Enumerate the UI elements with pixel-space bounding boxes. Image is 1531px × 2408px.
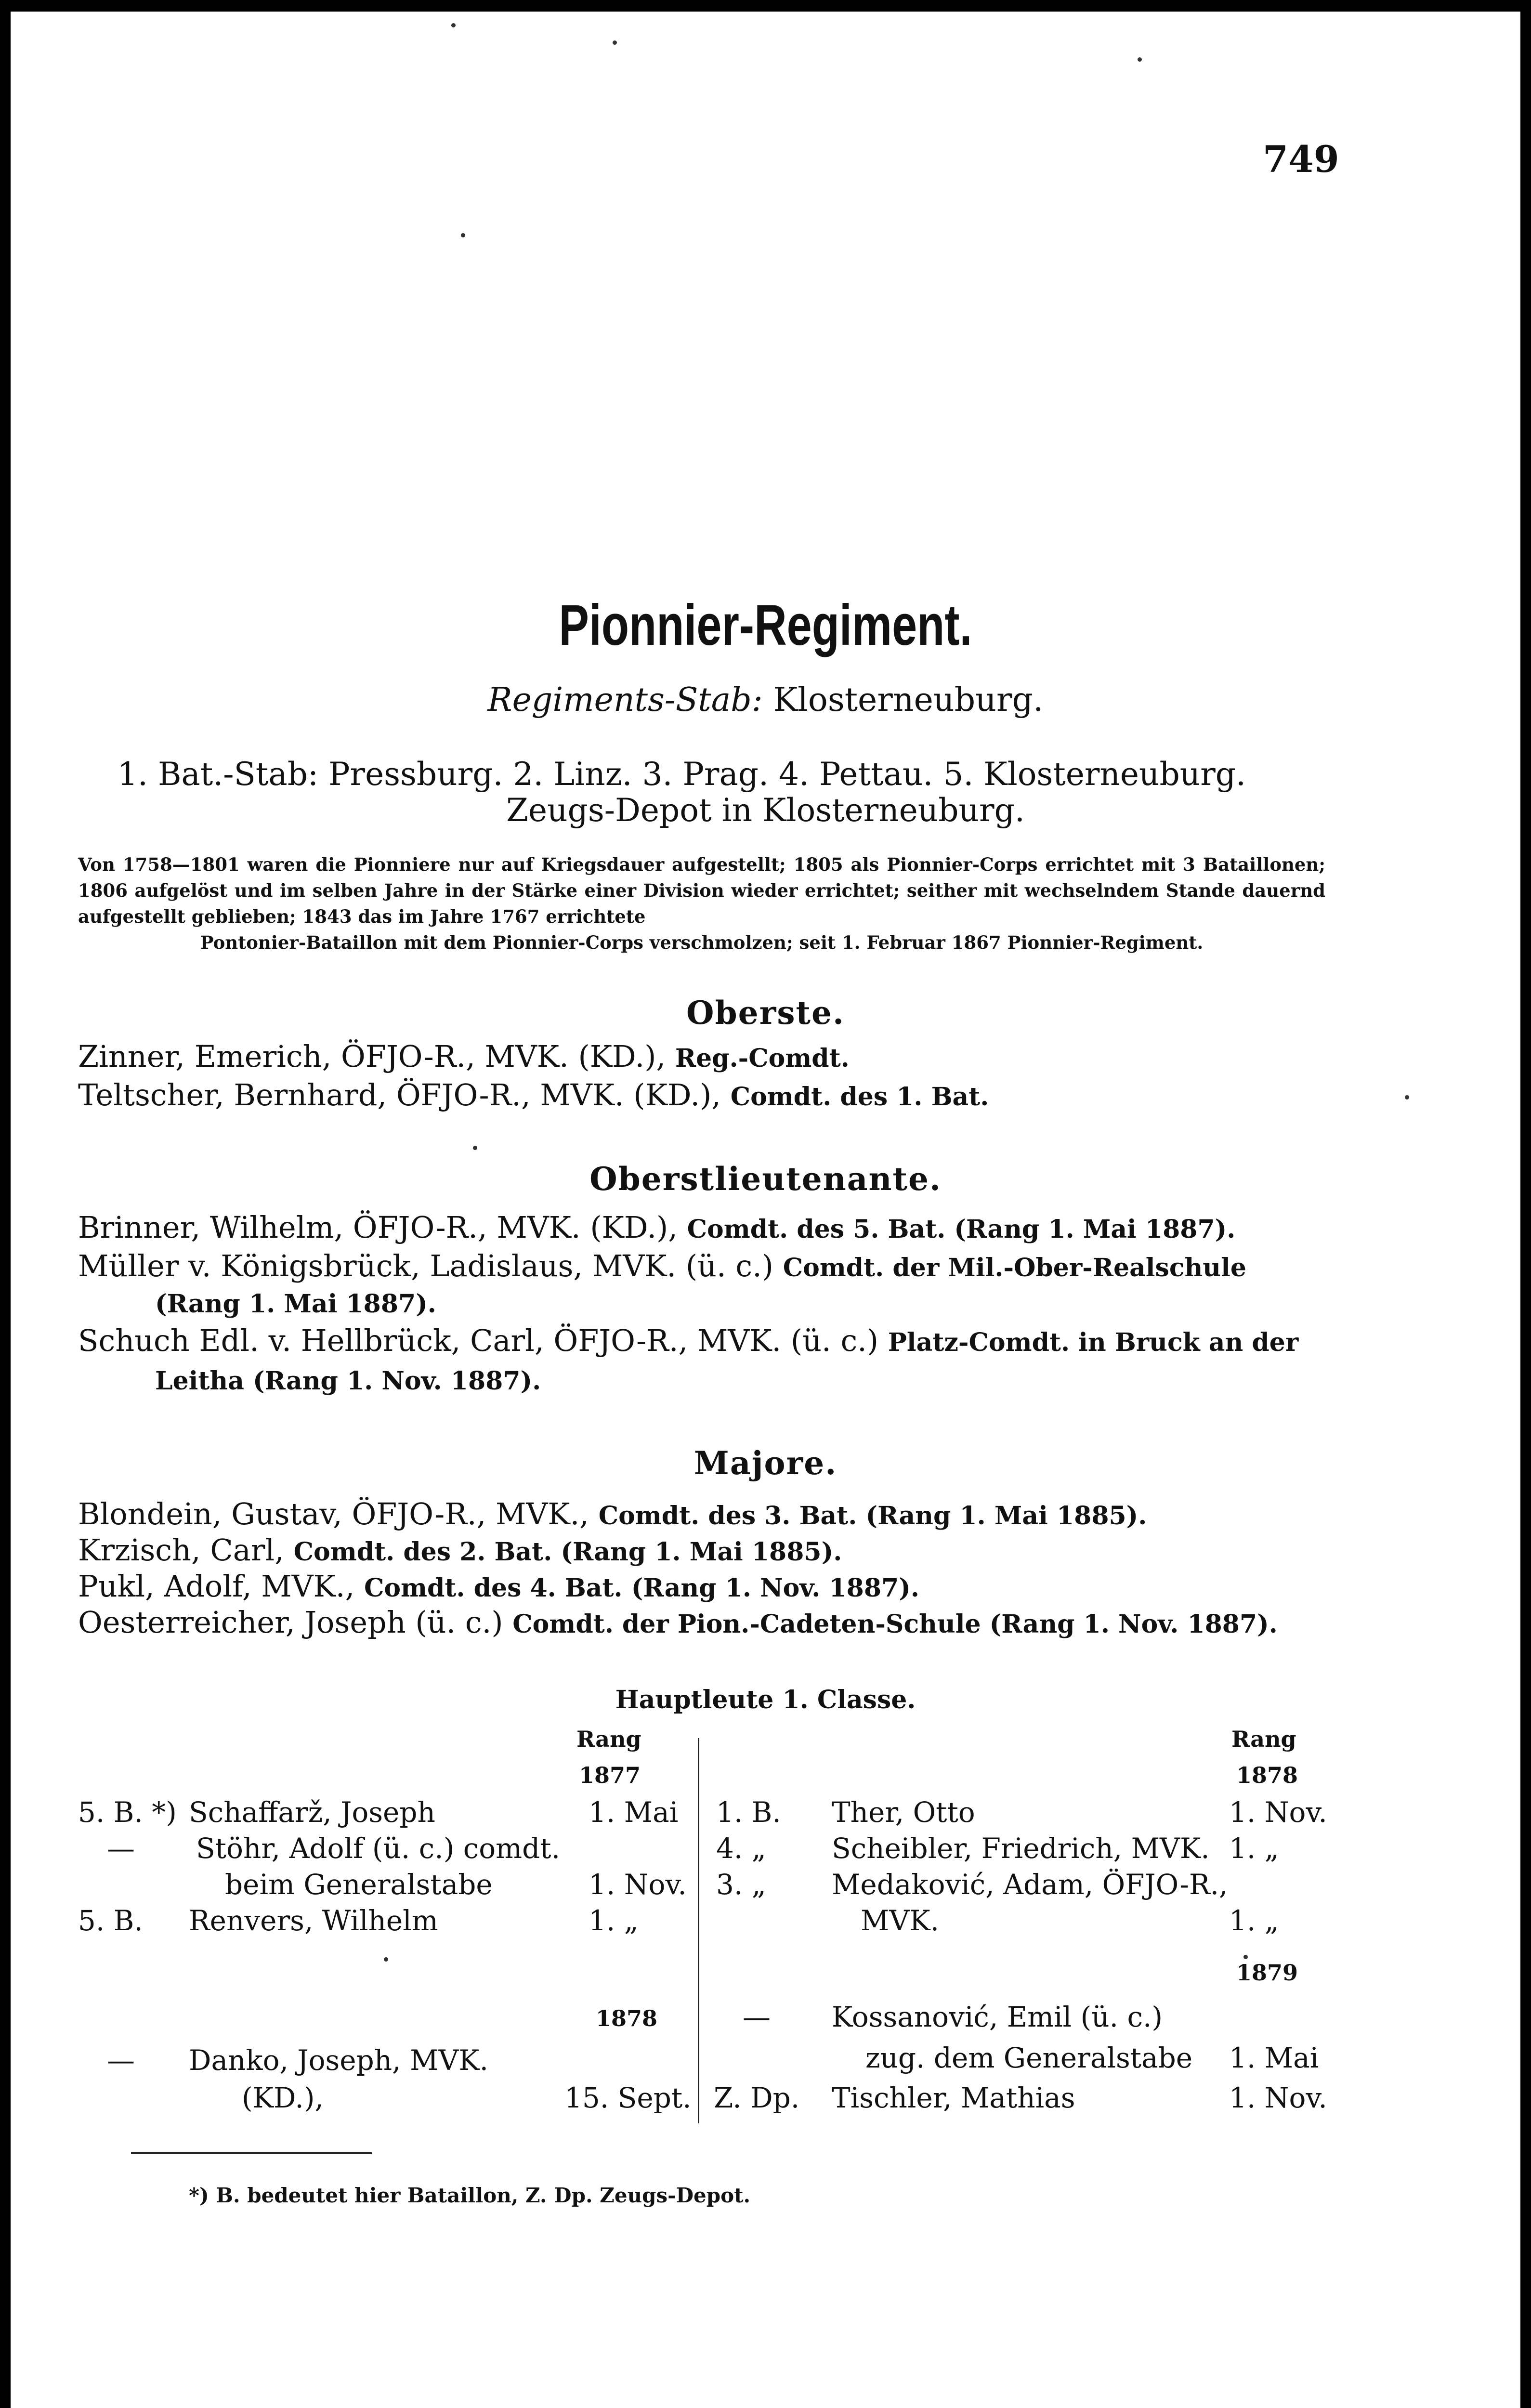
- date-cell: 1. „: [1229, 1904, 1279, 1937]
- oberstlieutenant-entry-cont: [155, 1285, 436, 1321]
- scan-speck: [1405, 1095, 1409, 1099]
- date-cell: 1. „: [589, 1904, 639, 1937]
- history-paragraph: [78, 851, 1325, 955]
- date-cell: 1. Mai: [589, 1796, 679, 1829]
- majore-heading: Majore.: [694, 1444, 837, 1482]
- history-main: Von 1758—1801 waren die Pionniere nur auf Kriegsdauer aufgestellt; 1805 als Pionnier-Corps errichtet mit 3 Bataillonen; 1806 aufgelöst und im selben Jahre in der Stärke einer Division wieder errichtet; seither mit wechselndem Stande dauernd aufgestellt geblieben; 1843 das im Jahre 1767 errichtete: [78, 854, 1325, 927]
- unit-cell: Z. Dp.: [714, 2081, 800, 2114]
- unit-cell: 4. „: [716, 1832, 766, 1865]
- rang-label-left: Rang: [576, 1726, 641, 1752]
- footnote: *) B. bedeutet hier Bataillon, Z. Dp. Zeugs-Depot.: [189, 2184, 751, 2207]
- page-number: 749: [1263, 138, 1339, 181]
- name-cell: Renvers, Wilhelm: [189, 1904, 438, 1937]
- entry-rest: Comdt. des 1. Bat.: [730, 1082, 989, 1112]
- entry-name: Leitha (Rang 1. Nov. 1887).: [155, 1366, 541, 1396]
- hauptleute-heading: Hauptleute 1. Classe.: [615, 1685, 916, 1714]
- entry-rest: Comdt. der Mil.-Ober-Realschule: [783, 1253, 1246, 1283]
- oberstlieutenant-entry-cont: [155, 1362, 541, 1398]
- entry-rest: Reg.-Comdt.: [675, 1044, 850, 1073]
- oberste-heading: Oberste.: [686, 994, 845, 1032]
- history-last-line: Pontonier-Bataillon mit dem Pionnier-Corps verschmolzen; seit 1. Februar 1867 Pionnier-Regiment.: [200, 932, 1204, 953]
- scan-speck: [613, 40, 617, 45]
- entry-name: (Rang 1. Mai 1887).: [155, 1289, 436, 1319]
- battalions-line-1: 1. Bat.-Stab: Pressburg. 2. Linz. 3. Prag. 4. Pettau. 5. Klosterneuburg.: [118, 756, 1246, 793]
- oberste-entry: [78, 1078, 989, 1114]
- name-cell: Tischler, Mathias: [832, 2081, 1075, 2114]
- document-page: [11, 12, 1520, 2408]
- major-entry: [78, 1533, 842, 1569]
- name-cell: Scheibler, Friedrich, MVK.: [832, 1832, 1210, 1865]
- oberstlieutenant-entry: [78, 1324, 1298, 1360]
- year-left-2: 1878: [596, 2005, 658, 2031]
- entry-rest: Comdt. der Pion.-Cadeten-Schule (Rang 1. Nov. 1887).: [512, 1610, 1278, 1639]
- scan-speck: [1138, 57, 1142, 62]
- scan-speck: [1243, 1955, 1248, 1959]
- entry-name: Krzisch, Carl,: [78, 1532, 284, 1568]
- entry-name: Blondein, Gustav, ÖFJO-R., MVK.,: [78, 1496, 589, 1531]
- entry-name: Müller v. Königsbrück, Ladislaus, MVK. (ü. c.): [78, 1248, 773, 1283]
- entry-rest: Platz-Comdt. in Bruck an der: [888, 1328, 1299, 1357]
- entry-rest: Comdt. des 5. Bat. (Rang 1. Mai 1887).: [687, 1215, 1236, 1244]
- entry-name: Schuch Edl. v. Hellbrück, Carl, ÖFJO-R., MVK. (ü. c.): [78, 1323, 879, 1358]
- page-title: Pionnier-Regiment.: [559, 593, 972, 657]
- regiments-stab-place: Klosterneuburg.: [773, 681, 1044, 719]
- year-right-2: 1879: [1236, 1960, 1298, 1986]
- name-cell: Ther, Otto: [832, 1796, 975, 1829]
- column-divider: [698, 1738, 699, 2123]
- name-cell: MVK.: [861, 1904, 940, 1937]
- name-cell: zug. dem Generalstabe: [865, 2042, 1193, 2074]
- unit-cell: 1. B.: [716, 1796, 781, 1829]
- entry-rest: Comdt. des 3. Bat. (Rang 1. Mai 1885).: [598, 1501, 1147, 1531]
- unit-cell: —: [743, 2001, 771, 2033]
- unit-cell: 5. B.: [78, 1904, 143, 1937]
- name-cell: Danko, Joseph, MVK.: [189, 2044, 489, 2077]
- date-cell: 15. Sept.: [564, 2081, 692, 2114]
- name-cell: Medaković, Adam, ÖFJO-R.,: [832, 1868, 1228, 1901]
- name-cell: Stöhr, Adolf (ü. c.) comdt.: [196, 1832, 561, 1865]
- scan-speck: [473, 1146, 477, 1150]
- unit-cell: —: [107, 2044, 135, 2077]
- regiments-stab-line: [11, 681, 1520, 719]
- unit-cell: —: [107, 1832, 135, 1865]
- date-cell: 1. Nov.: [1229, 1796, 1327, 1829]
- oberstlieutenant-entry: [78, 1211, 1235, 1246]
- major-entry: [78, 1570, 919, 1605]
- rang-label-right: Rang: [1231, 1726, 1296, 1752]
- name-cell: beim Generalstabe: [225, 1868, 493, 1901]
- regiments-stab-label: Regiments-Stab:: [487, 681, 763, 719]
- date-cell: 1. „: [1229, 1832, 1279, 1865]
- date-cell: 1. Mai: [1229, 2042, 1319, 2074]
- date-cell: 1. Nov.: [1229, 2081, 1327, 2114]
- entry-name: Pukl, Adolf, MVK.,: [78, 1569, 355, 1604]
- name-cell: (KD.),: [242, 2081, 324, 2114]
- oberstlieutenante-heading: Oberstlieutenante.: [589, 1160, 942, 1198]
- battalions-line-2: Zeugs-Depot in Klosterneuburg.: [506, 792, 1025, 829]
- unit-cell: 3. „: [716, 1868, 766, 1901]
- year-right-1: 1878: [1236, 1762, 1298, 1788]
- scan-speck: [461, 233, 465, 237]
- year-left-1: 1877: [579, 1762, 641, 1788]
- entry-name: Zinner, Emerich, ÖFJO-R., MVK. (KD.),: [78, 1039, 666, 1074]
- entry-name: Teltscher, Bernhard, ÖFJO-R., MVK. (KD.),: [78, 1077, 721, 1112]
- entry-name: Oesterreicher, Joseph (ü. c.): [78, 1605, 503, 1640]
- unit-cell: 5. B. *): [78, 1796, 177, 1829]
- major-entry: [78, 1497, 1147, 1533]
- name-cell: Kossanović, Emil (ü. c.): [832, 2001, 1163, 2033]
- scan-speck: [451, 23, 456, 27]
- major-entry: [78, 1606, 1278, 1641]
- entry-rest: Comdt. des 4. Bat. (Rang 1. Nov. 1887).: [364, 1573, 919, 1603]
- date-cell: 1. Nov.: [589, 1868, 687, 1901]
- oberste-entry: [78, 1040, 850, 1075]
- oberstlieutenant-entry: [78, 1249, 1246, 1285]
- entry-name: Brinner, Wilhelm, ÖFJO-R., MVK. (KD.),: [78, 1210, 678, 1245]
- footnote-rule: [131, 2152, 372, 2154]
- entry-rest: Comdt. des 2. Bat. (Rang 1. Mai 1885).: [293, 1537, 842, 1567]
- name-cell: Schaffarž, Joseph: [189, 1796, 435, 1829]
- scan-speck: [384, 1957, 388, 1962]
